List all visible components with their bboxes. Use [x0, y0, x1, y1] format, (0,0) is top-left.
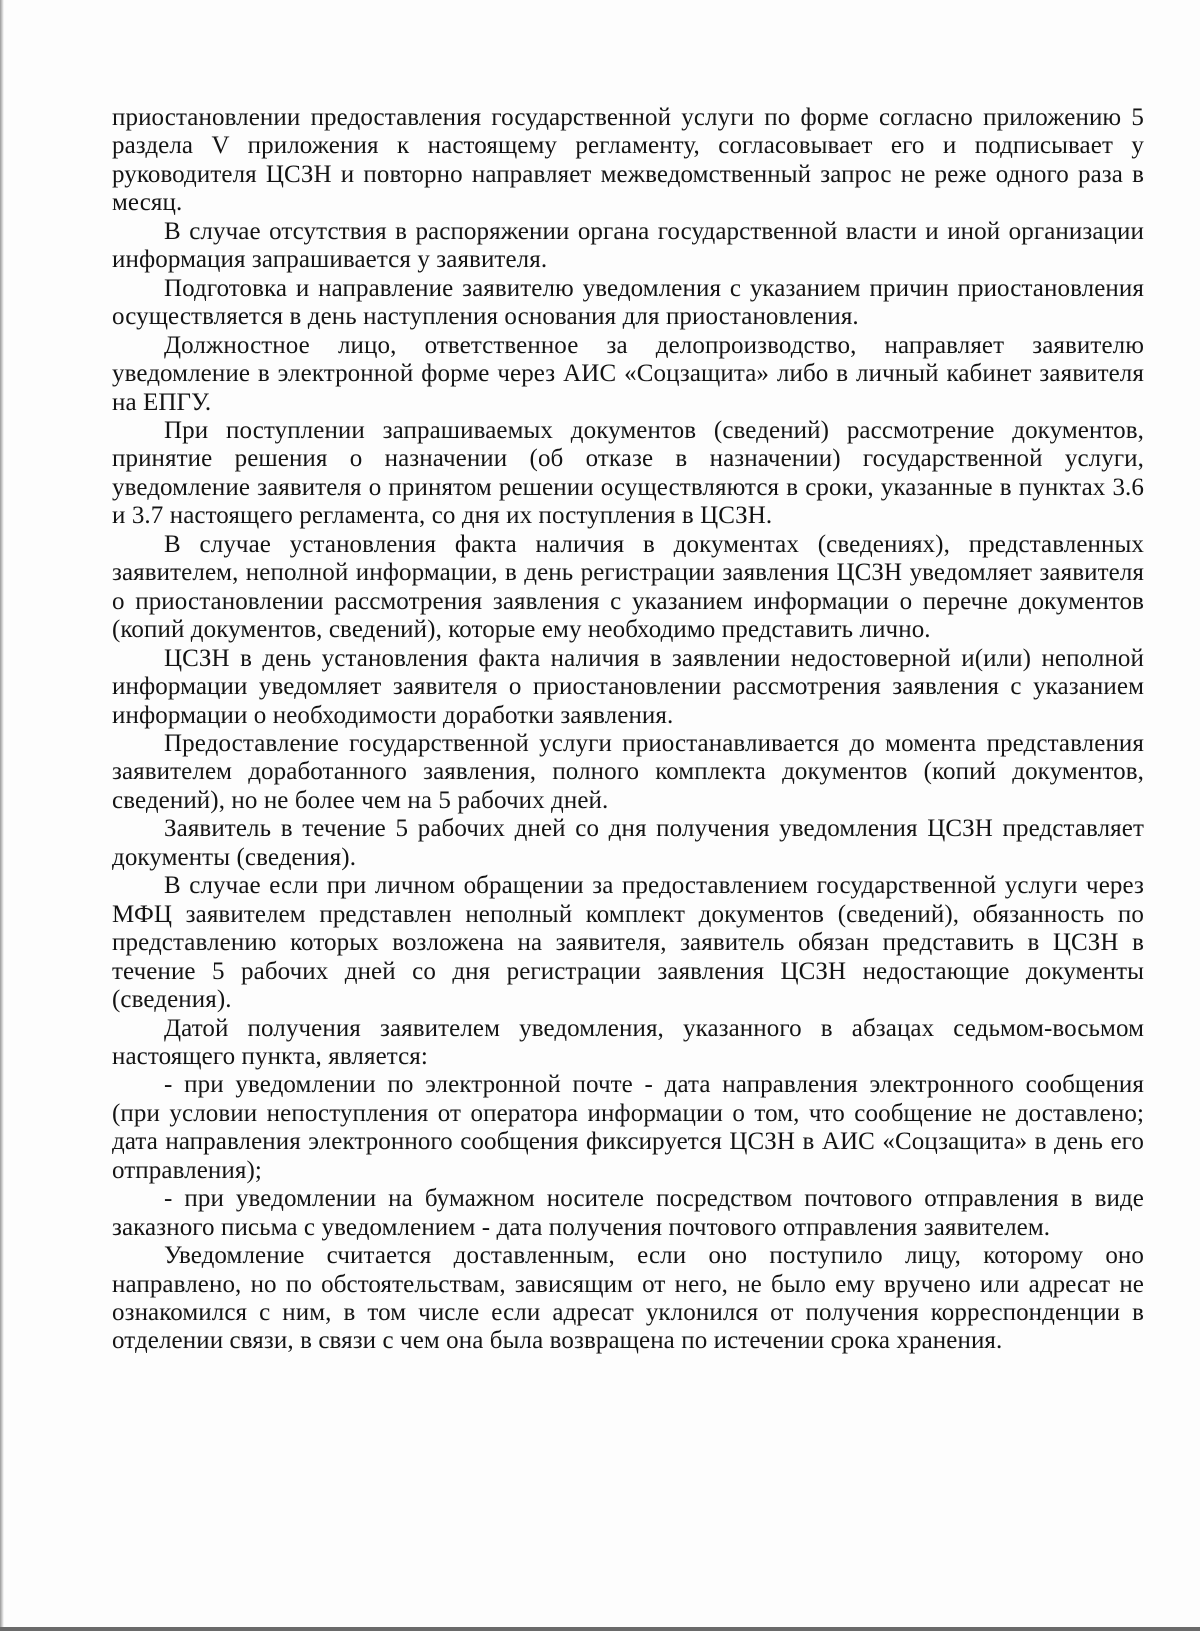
paragraph: Подготовка и направление заявителю уведомления с указанием причин приостановления осуществляется в день наступления основания для приостановления. [112, 274, 1144, 331]
scan-edge-left [0, 0, 4, 1631]
scan-edge-bottom [0, 1627, 1200, 1631]
document-body [112, 104, 1144, 1356]
paragraph: В случае установления факта наличия в документах (сведениях), представленных заявителем, неполной информации, в день регистрации заявления ЦСЗН уведомляет заявителя о приостановлении рассмотрения заявления с указанием информации о перечне документов (копий документов, сведений), которые ему необходимо представить лично. [112, 530, 1144, 644]
paragraph: Заявитель в течение 5 рабочих дней со дня получения уведомления ЦСЗН представляет документы (сведения). [112, 815, 1144, 871]
paragraph: ЦСЗН в день установления факта наличия в заявлении недостоверной и(или) неполной информации уведомляет заявителя о приостановлении рассмотрения заявления с указанием информации о необходимости доработки заявления. [112, 644, 1144, 729]
paragraph: Предоставление государственной услуги приостанавливается до момента представления заявителем доработанного заявления, полного комплекта документов (копий документов, сведений), но не более чем на 5 рабочих дней. [112, 729, 1144, 814]
paragraph-continuation: приостановлении предоставления государственной услуги по форме согласно приложению 5 раздела V приложения к настоящему регламенту, согласовывает его и подписывает у руководителя ЦСЗН и повторно направляет межведомственный запрос не реже одного раза в месяц. [112, 104, 1144, 217]
paragraph: Должностное лицо, ответственное за делопроизводство, направляет заявителю уведомление в электронной форме через АИС «Соцзащита» либо в личный кабинет заявителя на ЕПГУ. [112, 331, 1144, 416]
paragraph: Уведомление считается доставленным, если оно поступило лицу, которому оно направлено, но по обстоятельствам, зависящим от него, не было ему вручено или адресат не ознакомился с ним, в том числе если адресат уклонился от получения корреспонденции в отделении связи, в связи с чем она была возвращена по истечении срока хранения. [112, 1242, 1144, 1355]
paragraph: В случае если при личном обращении за предоставлением государственной услуги через МФЦ заявителем представлен неполный комплект документов (сведений), обязанность по представлению которых возложена на заявителя, заявитель обязан представить в ЦСЗН в течение 5 рабочих дней со дня регистрации заявления ЦСЗН недостающие документы (сведения). [112, 872, 1144, 1014]
paragraph: Датой получения заявителем уведомления, указанного в абзацах седьмом-восьмом настоящего пункта, является: [112, 1014, 1144, 1070]
paragraph: В случае отсутствия в распоряжении органа государственной власти и иной организации информация запрашивается у заявителя. [112, 217, 1144, 274]
paragraph: При поступлении запрашиваемых документов (сведений) рассмотрение документов, принятие решения о назначении (об отказе в назначении) государственной услуги, уведомление заявителя о принятом решении осуществляются в сроки, указанные в пунктах 3.6 и 3.7 настоящего регламента, со дня их поступления в ЦСЗН. [112, 416, 1144, 530]
list-item: - при уведомлении по электронной почте - дата направления электронного сообщения (при условии непоступления от оператора информации о том, что сообщение не доставлено; дата направления электронного сообщения фиксируется ЦСЗН в АИС «Соцзащита» в день его отправления); [112, 1071, 1144, 1184]
list-item: - при уведомлении на бумажном носителе посредством почтового отправления в виде заказного письма с уведомлением - дата получения почтового отправления заявителем. [112, 1185, 1144, 1241]
